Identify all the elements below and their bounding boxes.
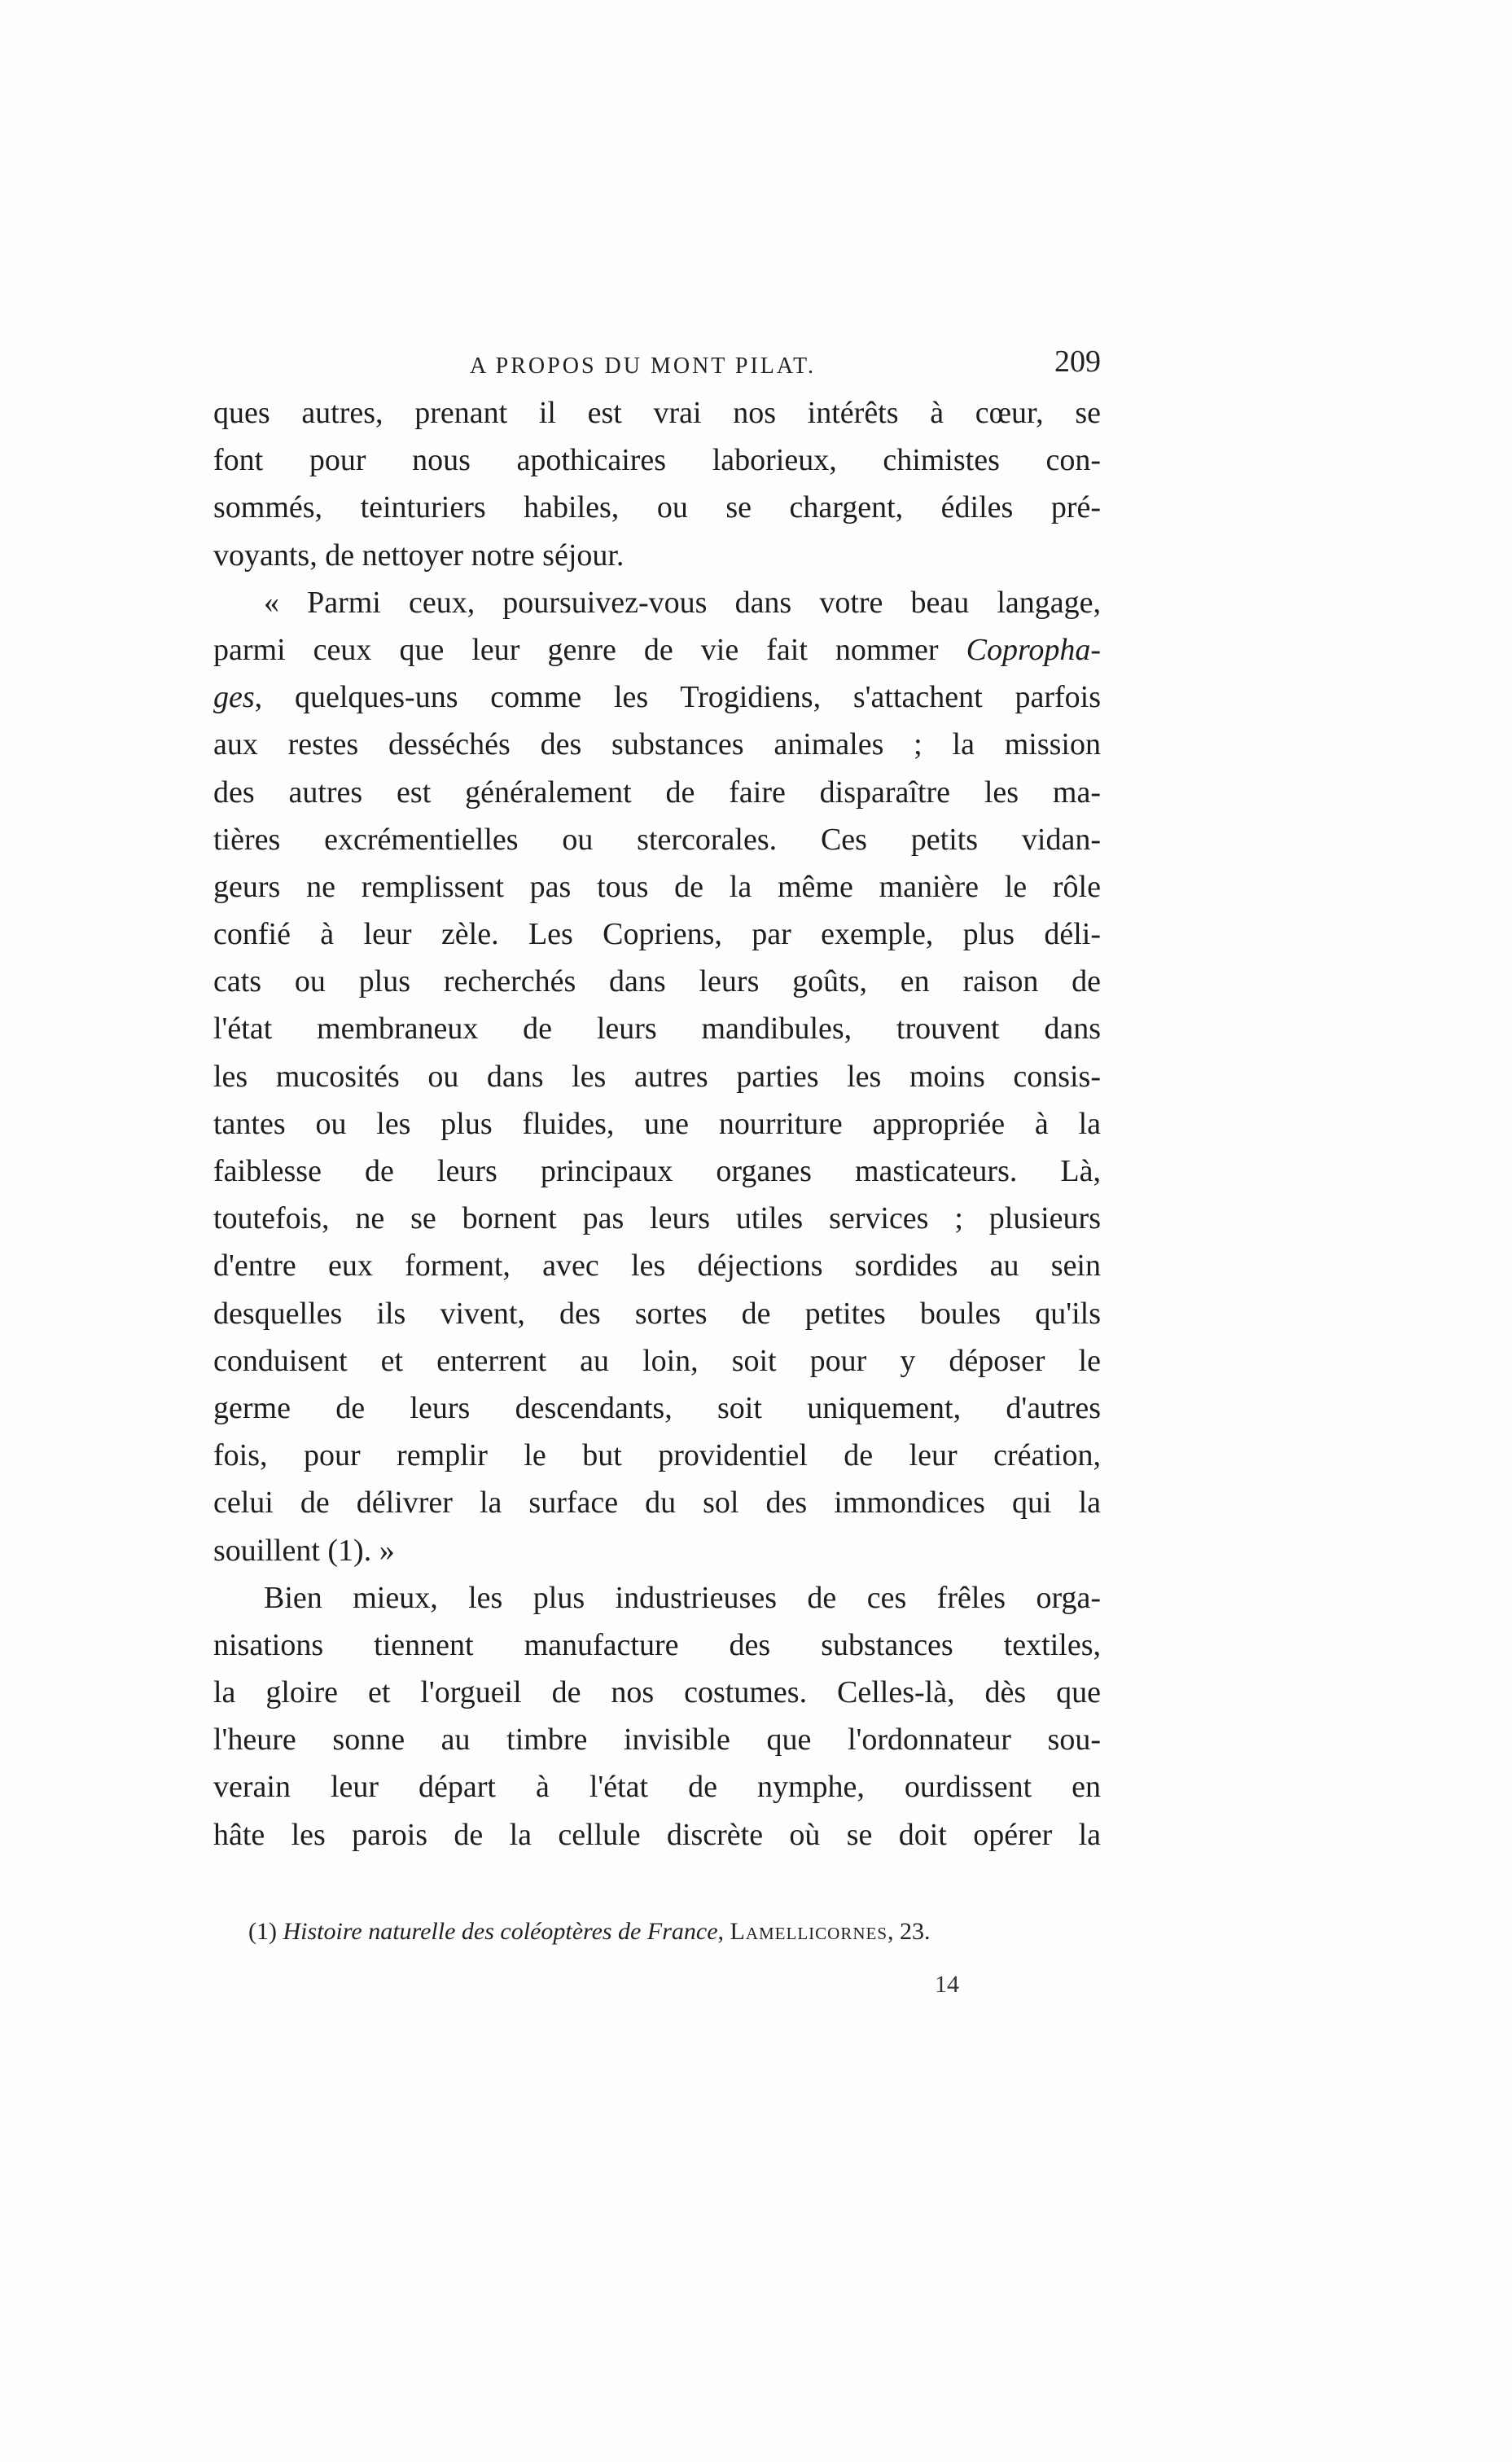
text-fragment: , quelques-uns comme les Trogidiens, s'attachent parfois (254, 680, 1101, 715)
text-line: sommés, teinturiers habiles, ou se chargent, édiles pré- (213, 490, 1101, 525)
footnote-page: , 23. (887, 1918, 931, 1945)
footnote-section: Lamellicornes (730, 1918, 888, 1945)
text-line: geurs ne remplissent pas tous de la même manière le rôle (213, 869, 1101, 904)
text-line: tantes ou les plus fluides, une nourriture appropriée à la (213, 1106, 1101, 1141)
footnote-marker: (1) (248, 1918, 283, 1945)
footnote (248, 1918, 1101, 1946)
text-line: fois, pour remplir le but providentiel de leur création, (213, 1438, 1101, 1473)
text-line: tières excrémentielles ou stercorales. Ces petits vidan- (213, 822, 1101, 857)
text-line: aux restes desséchés des substances animales ; la mission (213, 727, 1101, 762)
text-line: Bien mieux, les plus industrieuses de ces frêles orga- (264, 1580, 1101, 1615)
text-line: font pour nous apothicaires laborieux, chimistes con- (213, 443, 1101, 478)
text-line: les mucosités ou dans les autres parties les moins consis- (213, 1059, 1101, 1094)
footnote-title: Histoire naturelle des coléoptères de France (283, 1918, 718, 1945)
text-line: faiblesse de leurs principaux organes masticateurs. Là, (213, 1154, 1101, 1188)
footnote-separator: , (717, 1918, 730, 1945)
body-text (213, 389, 1101, 1859)
text-line: l'heure sonne au timbre invisible que l'ordonnateur sou- (213, 1723, 1101, 1758)
running-title: A PROPOS DU MONT PILAT. (470, 353, 817, 379)
text-line: des autres est généralement de faire disparaître les ma- (213, 775, 1101, 810)
text-line: « Parmi ceux, poursuivez-vous dans votre beau langage, (264, 585, 1101, 620)
text-line: toutefois, ne se bornent pas leurs utiles services ; plusieurs (213, 1201, 1101, 1236)
text-line: nisations tiennent manufacture des substances textiles, (213, 1627, 1101, 1662)
text-fragment: parmi ceux que leur genre de vie fait nommer (213, 632, 966, 667)
text-line: cats ou plus recherchés dans leurs goûts, en raison de (213, 964, 1101, 999)
text-line: celui de délivrer la surface du sol des immondices qui la (213, 1486, 1101, 1521)
page-header (213, 344, 1101, 393)
text-line: l'état membraneux de leurs mandibules, trouvent dans (213, 1012, 1101, 1047)
text-line (213, 674, 1101, 721)
text-line: d'entre eux forment, avec les déjections sordides au sein (213, 1249, 1101, 1284)
text-line: confié à leur zèle. Les Copriens, par exemple, plus déli- (213, 917, 1101, 952)
text-line: la gloire et l'orgueil de nos costumes. Celles-là, dès que (213, 1675, 1101, 1710)
italic-term: ges (213, 680, 255, 715)
text-line: souillent (1). » (213, 1533, 395, 1568)
text-line: hâte les parois de la cellule discrète où se doit opérer la (213, 1817, 1101, 1852)
text-line: ques autres, prenant il est vrai nos intérêts à cœur, se (213, 396, 1101, 430)
page-number: 209 (1054, 345, 1101, 379)
text-line: germe de leurs descendants, soit uniquement, d'autres (213, 1390, 1101, 1425)
text-line: desquelles ils vivent, des sortes de petites boules qu'ils (213, 1296, 1101, 1331)
italic-term: Copropha- (966, 632, 1101, 667)
text-line: verain leur départ à l'état de nymphe, ourdissent en (213, 1770, 1101, 1805)
text-line (213, 626, 1101, 674)
text-line: voyants, de nettoyer notre séjour. (213, 538, 625, 573)
text-line: conduisent et enterrent au loin, soit pour y déposer le (213, 1343, 1101, 1378)
signature-mark: 14 (935, 1971, 959, 1998)
